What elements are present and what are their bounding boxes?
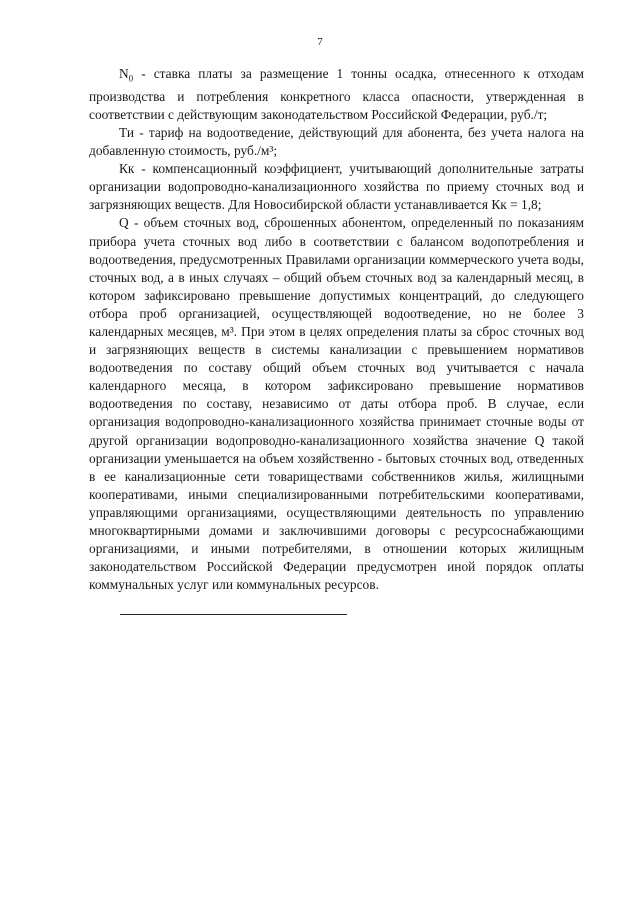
paragraph-kk-text: - компенсационный коэффициент, учитывающий дополнительные затраты организации водопроводно-канализационного хозяйства по приему сточных вод и загрязняющих веществ. Для Новосибирской области устанавливается Кк = 1,8;: [89, 161, 584, 213]
paragraph-n0-text: - ставка платы за размещение 1 тонны осадка, отнесенного к отходам производства и потребления конкретного класса опасности, утвержденная в соответствии с действующим законодательством Российской Федерации, руб./т;: [89, 66, 584, 122]
symbol-n0: N: [119, 66, 129, 81]
footnote-separator-line: [120, 614, 347, 615]
paragraph-kk: [89, 160, 584, 214]
document-body: [89, 65, 584, 594]
paragraph-q-text: - объем сточных вод, сброшенных абонентом, определенный по показаниям прибора учета сточных вод либо в соответствии с балансом водопотребления и водоотведения, предусмотренных Правилами организации коммерческого учета воды, сточных вод, а в иных случаях – общий объем сточных вод за календарный месяц, в котором зафиксировано превышение допустимых концентраций, до следующего отбора проб организацией, осуществляющей водоотведение, но не более 3 календарных месяцев, м³. При этом в целях определения платы за сброс сточных вод и загрязняющих веществ в системы канализации с превышением нормативов водоотведения по составу общий объем сточных вод учитывается с начала календарного месяца, в котором зафиксировано превышение нормативов водоотведения по составу, независимо от даты отбора проб. В случае, если организация водопроводно-канализационного хозяйства принимает сточные воды от другой организации водопроводно-канализационного хозяйства значение Q такой организации уменьшается на объем хозяйственно - бытовых сточных вод, отведенных в ее канализационные сети товариществами собственников жилья, жилищными кооперативами, иными специализированными потребительскими кооперативами, управляющими организациями, осуществляющими деятельность по управлению многоквартирными домами и заключившими договоры с ресурсоснабжающими организациями, и иными потребителями, в отношении которых жилищным законодательством Российской Федерации предусмотрен иной порядок оплаты коммунальных услуг или коммунальных ресурсов.: [89, 215, 584, 593]
symbol-kk: Кк: [119, 161, 135, 177]
symbol-ti: Ти: [119, 124, 135, 140]
paragraph-n0: [89, 65, 584, 124]
paragraph-q: [89, 214, 584, 594]
symbol-n0-subscript: 0: [128, 73, 134, 84]
symbol-q: Q: [119, 215, 129, 231]
paragraph-ti: [89, 124, 584, 160]
paragraph-ti-text: - тариф на водоотведение, действующий для абонента, без учета налога на добавленную стоимость, руб./м³;: [89, 124, 584, 159]
page-number: 7: [317, 36, 323, 48]
